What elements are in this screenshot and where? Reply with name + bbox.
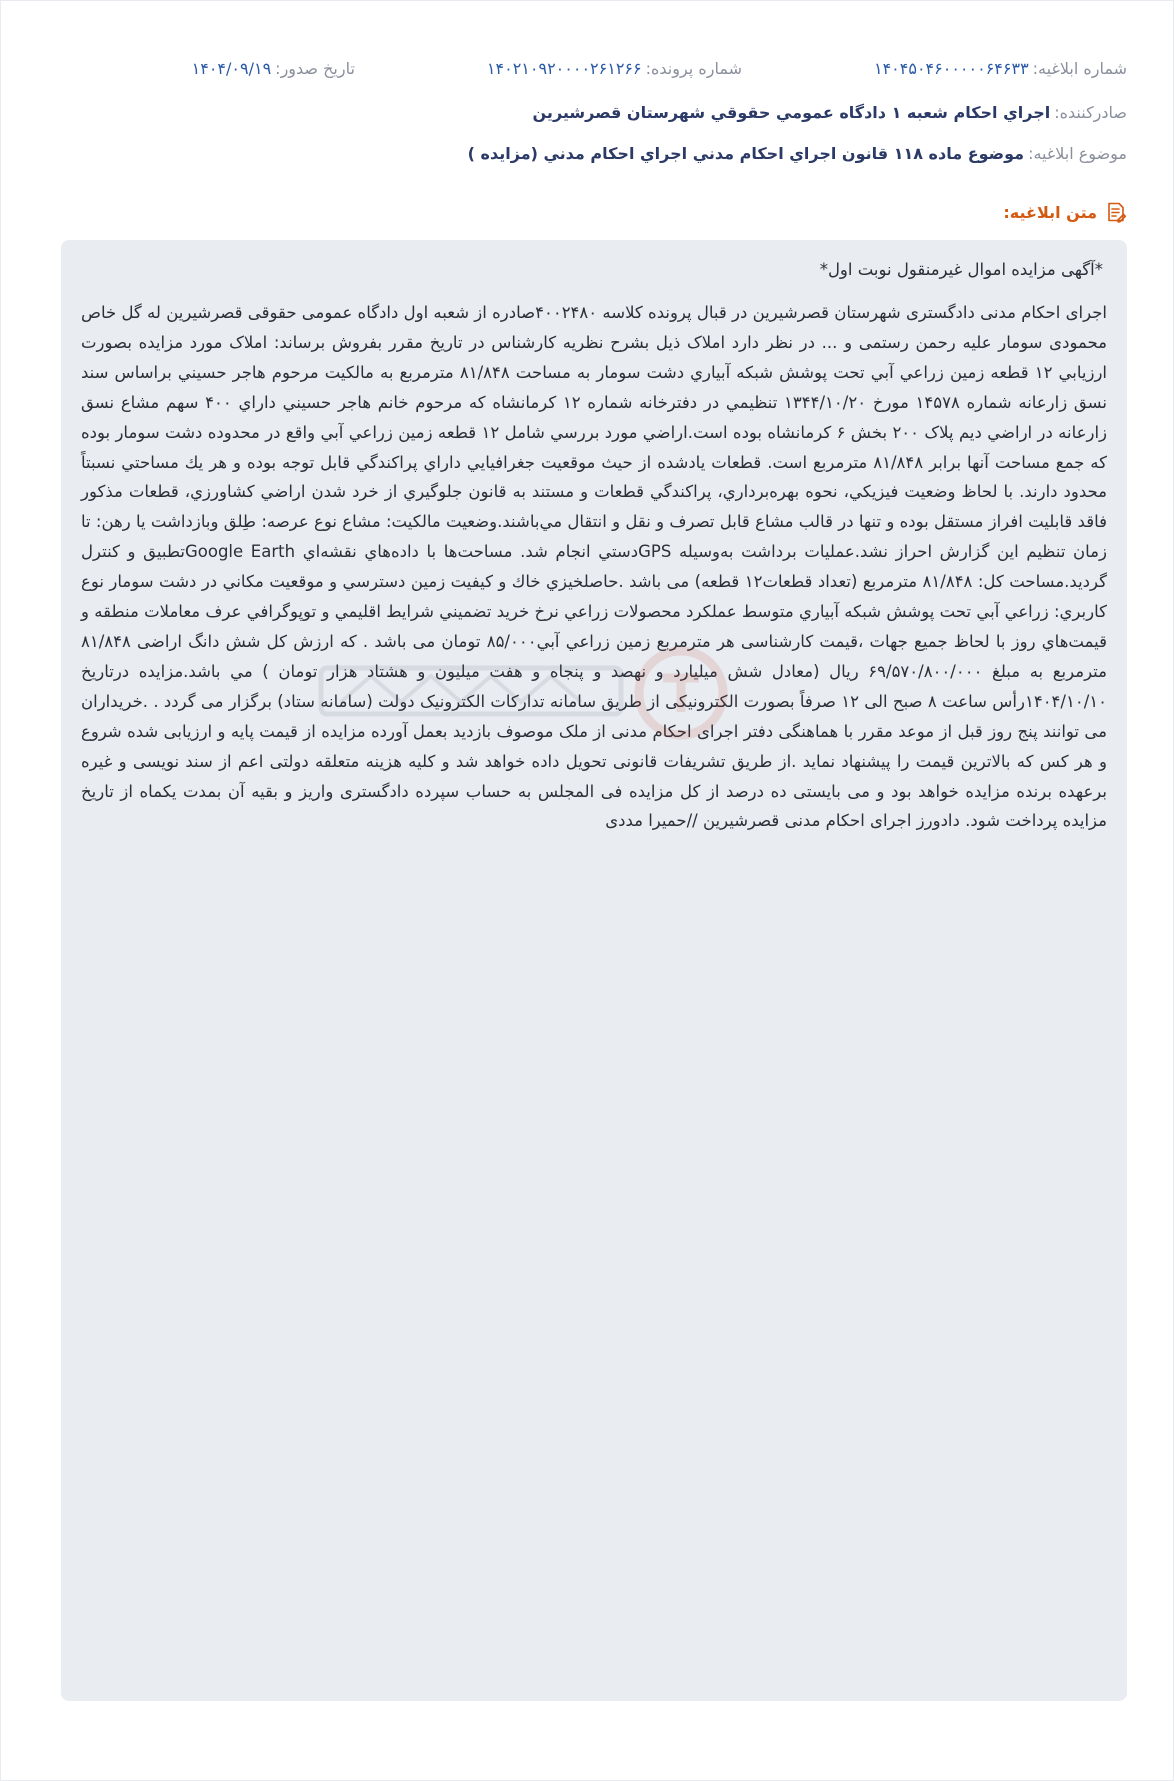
case-number	[487, 57, 742, 81]
notice-meta-row	[47, 57, 1127, 81]
notice-body: اجرای احکام مدنی دادگستری شهرستان قصرشیرین در قبال پرونده کلاسه ۴۰۰۲۴۸۰صادره از شعبه اول دادگاه عمومی حقوقی قصرشیرین له گل خاص محمودی سومار علیه رحمن رستمی و ... در نظر دارد املاک ذیل بشرح نظریه کارشناس در تاریخ مقرر بفروش برساند: املاک مورد مزایده بصورت ارزیابي ۱۲ قطعه زمين زراعي آبي تحت پوشش شبكه آبياري دشت سومار به مساحت ۸۱/۸۴۸ مترمربع به مالكيت مرحوم هاجر حسيني براساس سند نسق زارعانه شماره ۱۴۵۷۸ مورخ ۱۳۴۴/۱۰/۲۰ تنظيمي در دفترخانه شماره ۱۲ كرمانشاه كه مرحوم خانم هاجر حسيني داراي ۴۰۰ سهم مشاع نسق زارعانه در اراضي ديم پلاک ۲۰۰ بخش ۶ كرمانشاه بوده است.اراضي مورد بررسي شامل ۱۲ قطعه زمين زراعي آبي واقع در محدوده دشت سومار بوده كه جمع مساحت آنها برابر ۸۱/۸۴۸ مترمربع است. قطعات يادشده از حيث موقعيت جغرافيايي داراي پراكندگي قابل توجه بوده و هر يك مساحتي نسبتاً محدود دارند. با لحاظ وضعيت فيزيكي، نحوه بهره‌برداري، پراكندگي قطعات و مستند به قانون جلوگيري از خرد شدن اراضي كشاورزي، قطعات مذكور فاقد قابليت افراز مستقل بوده و تنها در قالب مشاع قابل تصرف و نقل و انتقال مي‌باشند.وضعيت مالكيت: مشاع نوع عرصه: طِلق وبازداشت يا رهن: تا زمان تنظيم اين گزارش احراز نشد.عمليات برداشت به‌وسيله GPSدستي انجام شد. مساحت‌ها با داده‌هاي نقشه‌اي Google Earthتطبيق و كنترل گرديد.مساحت كل: ۸۱/۸۴۸ مترمربع (تعداد قطعات۱۲ قطعه) می باشد .حاصلخيزي خاك و كيفيت زمين دسترسي و موقعيت مكاني در دشت سومار نوع كاربري: زراعي آبي تحت پوشش شبكه آبياري متوسط عملكرد محصولات زراعي نرخ خريد تضميني شرايط اقليمي و توپوگرافي عرف معاملات منطقه و قيمت‌هاي روز با لحاظ جميع جهات ،قیمت کارشناسی هر مترمربع زمين زراعي آبي۸۵/۰۰۰ تومان می باشد . كه ارزش كل شش دانگ اراضی ۸۱/۸۴۸ مترمربع به مبلغ ۶۹/۵۷۰/۸۰۰/۰۰۰ ریال (معادل شش میلیارد و نهصد و پنجاه و هفت میلیون و هشتاد هزار تومان ) مي باشد.مزایده درتاریخ ۱۴۰۴/۱۰/۱۰رأس ساعت ۸ صبح الی ۱۲ صرفاً بصورت الکترونیکی از طریق سامانه تدارکات الکترونیک دولت (سامانه ستاد) برگزار می گردد . .خریداران می توانند پنج روز قبل از موعد مقرر با هماهنگی دفتر اجرای احکام مدنی از ملک موصوف بازدید بعمل آورده مزایده از قیمت پایه و ارزیابی شده شروع و هر کس که بالاترین قیمت را پیشنهاد نماید .از طریق تشریفات قانونی تحویل داده خواهد شد و کلیه هزینه متعلقه دولتی اعم از سند نویسی و غیره برعهده برنده مزایده خواهد بود و می بایستی ده درصد از کل مزایده فی المجلس به حساب سپرده دادگستری واریز و بقیه آن بمدت یکماه از تاریخ مزایده پرداخت شود. دادورز اجرای احکام مدنی قصرشیرین //حمیرا مددی	[81, 303, 1108, 831]
subject-label: موضوع ابلاغیه:	[1028, 144, 1127, 163]
notice-heading: *آگهی مزایده اموال غیرمنقول نوبت اول*	[819, 260, 1103, 279]
subject-value: موضوع ماده ۱۱۸ قانون اجراي احكام مدني اجراي احكام مدني (مزايده )	[467, 144, 1025, 163]
document-edit-icon	[1105, 201, 1127, 223]
issue-date	[192, 57, 355, 81]
case-number-label: شماره پرونده:	[645, 59, 742, 78]
issuer-label: صادرکننده:	[1054, 103, 1127, 122]
notice-text-box	[61, 240, 1127, 1701]
notice-number-label: شماره ابلاغیه:	[1032, 59, 1127, 78]
issuer-value: اجراي احكام شعبه ۱ دادگاه عمومي حقوقي شهرستان قصرشيرين	[532, 103, 1051, 122]
issue-date-value: ۱۴۰۴/۰۹/۱۹	[191, 59, 272, 78]
notice-text-title	[1003, 201, 1127, 223]
subject-row	[47, 142, 1127, 166]
notice-number	[874, 57, 1127, 81]
issuer-row	[47, 101, 1127, 125]
notice-number-value: ۱۴۰۴۵۰۴۶۰۰۰۰۰۶۴۶۳۳	[873, 59, 1029, 78]
notice-text-title-label: متن ابلاغیه:	[1003, 202, 1097, 222]
case-number-value: ۱۴۰۲۱۰۹۲۰۰۰۰۲۶۱۲۶۶	[486, 59, 642, 78]
issue-date-label: تاریخ صدور:	[275, 59, 355, 78]
